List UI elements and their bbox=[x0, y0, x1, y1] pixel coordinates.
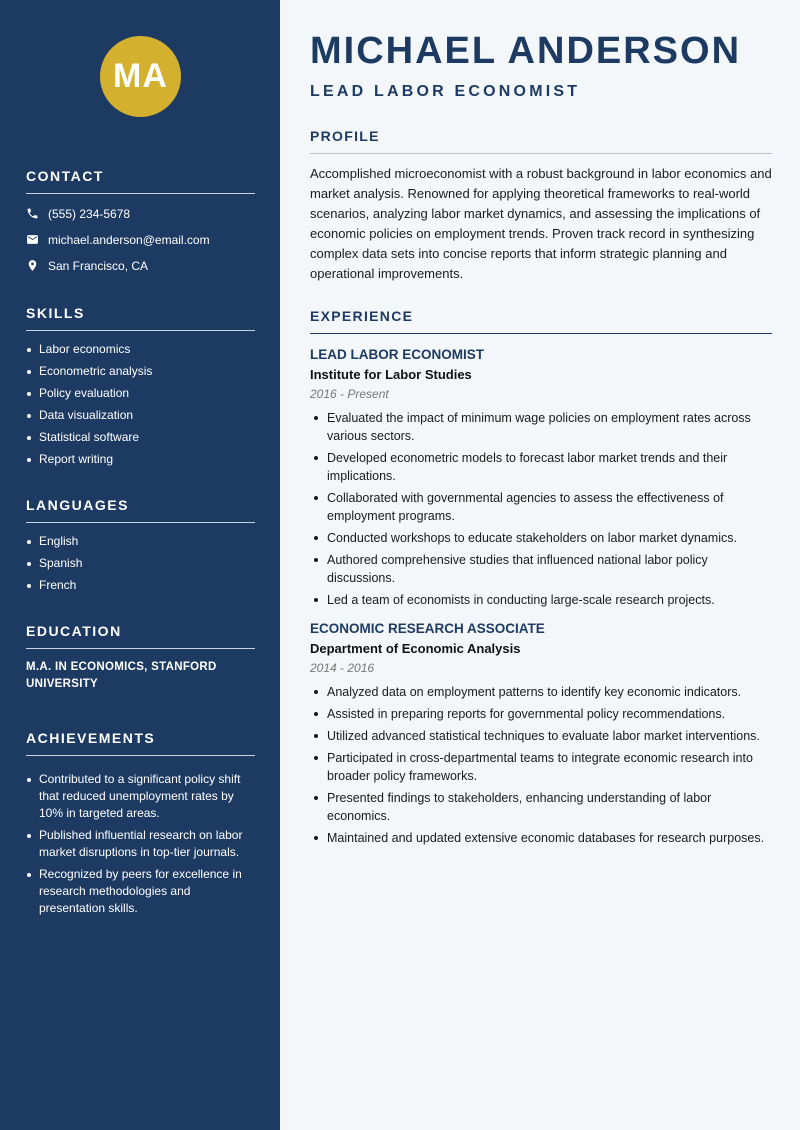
contact-email bbox=[26, 227, 255, 253]
job-dates: 2014 - 2016 bbox=[310, 661, 375, 675]
job-title: ECONOMIC RESEARCH ASSOCIATE bbox=[310, 621, 545, 636]
achievements-heading: ACHIEVEMENTS bbox=[26, 730, 255, 756]
experience-heading: EXPERIENCE bbox=[310, 308, 772, 334]
languages-list bbox=[26, 533, 255, 594]
job-company: Institute for Labor Studies bbox=[310, 367, 472, 382]
job-bullet: Assisted in preparing reports for governmental policy recommendations. bbox=[310, 705, 772, 723]
location-pin-icon bbox=[26, 259, 40, 273]
job-bullet: Presented findings to stakeholders, enhancing understanding of labor economics. bbox=[310, 789, 772, 825]
experience-section bbox=[310, 308, 772, 851]
phone-icon bbox=[26, 207, 40, 221]
skill-item: Statistical software bbox=[26, 429, 255, 446]
mail-icon bbox=[26, 233, 40, 247]
education-degree: M.A. IN ECONOMICS, STANFORD UNIVERSITY bbox=[26, 661, 217, 690]
candidate-title: LEAD LABOR ECONOMIST bbox=[310, 83, 581, 100]
job-bullet: Evaluated the impact of minimum wage policies on employment rates across various sectors. bbox=[310, 409, 772, 445]
location-text: San Francisco, CA bbox=[48, 259, 149, 273]
skill-item: Data visualization bbox=[26, 407, 255, 424]
job-bullet: Conducted workshops to educate stakeholders on labor market dynamics. bbox=[310, 529, 772, 547]
job-bullet: Participated in cross-departmental teams to integrate economic research into broader policy frameworks. bbox=[310, 749, 772, 785]
language-item: English bbox=[26, 533, 255, 550]
languages-section bbox=[26, 497, 255, 599]
language-item: French bbox=[26, 577, 255, 594]
contact-list bbox=[26, 201, 255, 279]
education-heading: EDUCATION bbox=[26, 623, 255, 649]
skills-section bbox=[26, 305, 255, 473]
skill-item: Report writing bbox=[26, 451, 255, 468]
contact-location bbox=[26, 253, 255, 279]
skill-item: Policy evaluation bbox=[26, 385, 255, 402]
contact-section bbox=[26, 168, 255, 279]
job-company: Department of Economic Analysis bbox=[310, 641, 521, 656]
job-entry bbox=[310, 621, 772, 847]
languages-heading: LANGUAGES bbox=[26, 497, 255, 523]
job-entry bbox=[310, 347, 772, 609]
language-item: Spanish bbox=[26, 555, 255, 572]
skill-item: Econometric analysis bbox=[26, 363, 255, 380]
contact-phone bbox=[26, 201, 255, 227]
achievement-item: Published influential research on labor market disruptions in top-tier journals. bbox=[26, 827, 255, 861]
achievement-item: Contributed to a significant policy shift that reduced unemployment rates by 10% in targeted areas. bbox=[26, 771, 255, 822]
skills-heading: SKILLS bbox=[26, 305, 255, 331]
sidebar bbox=[0, 0, 280, 1130]
job-bullets bbox=[310, 683, 772, 847]
avatar: MA bbox=[100, 36, 181, 117]
achievements-section bbox=[26, 730, 255, 922]
education-section bbox=[26, 623, 255, 693]
email-text: michael.anderson@email.com bbox=[48, 233, 210, 247]
skill-item: Labor economics bbox=[26, 341, 255, 358]
phone-text: (555) 234-5678 bbox=[48, 207, 131, 221]
job-title: LEAD LABOR ECONOMIST bbox=[310, 347, 484, 362]
job-bullet: Maintained and updated extensive economic databases for research purposes. bbox=[310, 829, 772, 847]
achievements-list bbox=[26, 771, 255, 917]
job-bullet: Led a team of economists in conducting large-scale research projects. bbox=[310, 591, 772, 609]
job-bullets bbox=[310, 409, 772, 609]
candidate-name: MICHAEL ANDERSON bbox=[310, 30, 742, 72]
profile-section bbox=[310, 128, 772, 284]
skills-list bbox=[26, 341, 255, 468]
job-bullet: Authored comprehensive studies that influenced national labor policy discussions. bbox=[310, 551, 772, 587]
job-bullet: Utilized advanced statistical techniques to evaluate labor market interventions. bbox=[310, 727, 772, 745]
job-bullet: Collaborated with governmental agencies to assess the effectiveness of employment programs. bbox=[310, 489, 772, 525]
job-dates: 2016 - Present bbox=[310, 387, 389, 401]
contact-heading: CONTACT bbox=[26, 168, 255, 194]
job-bullet: Developed econometric models to forecast labor market trends and their implications. bbox=[310, 449, 772, 485]
profile-text: Accomplished microeconomist with a robust background in labor economics and market analysis. Renowned for applying theoretical frameworks to real-world scenarios, analyzing labor market dynamics, and assessing the implications of economic policies on employment trends. Proven track record in synthesizing complex data sets into concise reports that inform strategic planning and operational improvements. bbox=[310, 166, 772, 281]
achievement-item: Recognized by peers for excellence in research methodologies and presentation skills. bbox=[26, 866, 255, 917]
profile-heading: PROFILE bbox=[310, 128, 772, 154]
job-bullet: Analyzed data on employment patterns to identify key economic indicators. bbox=[310, 683, 772, 701]
